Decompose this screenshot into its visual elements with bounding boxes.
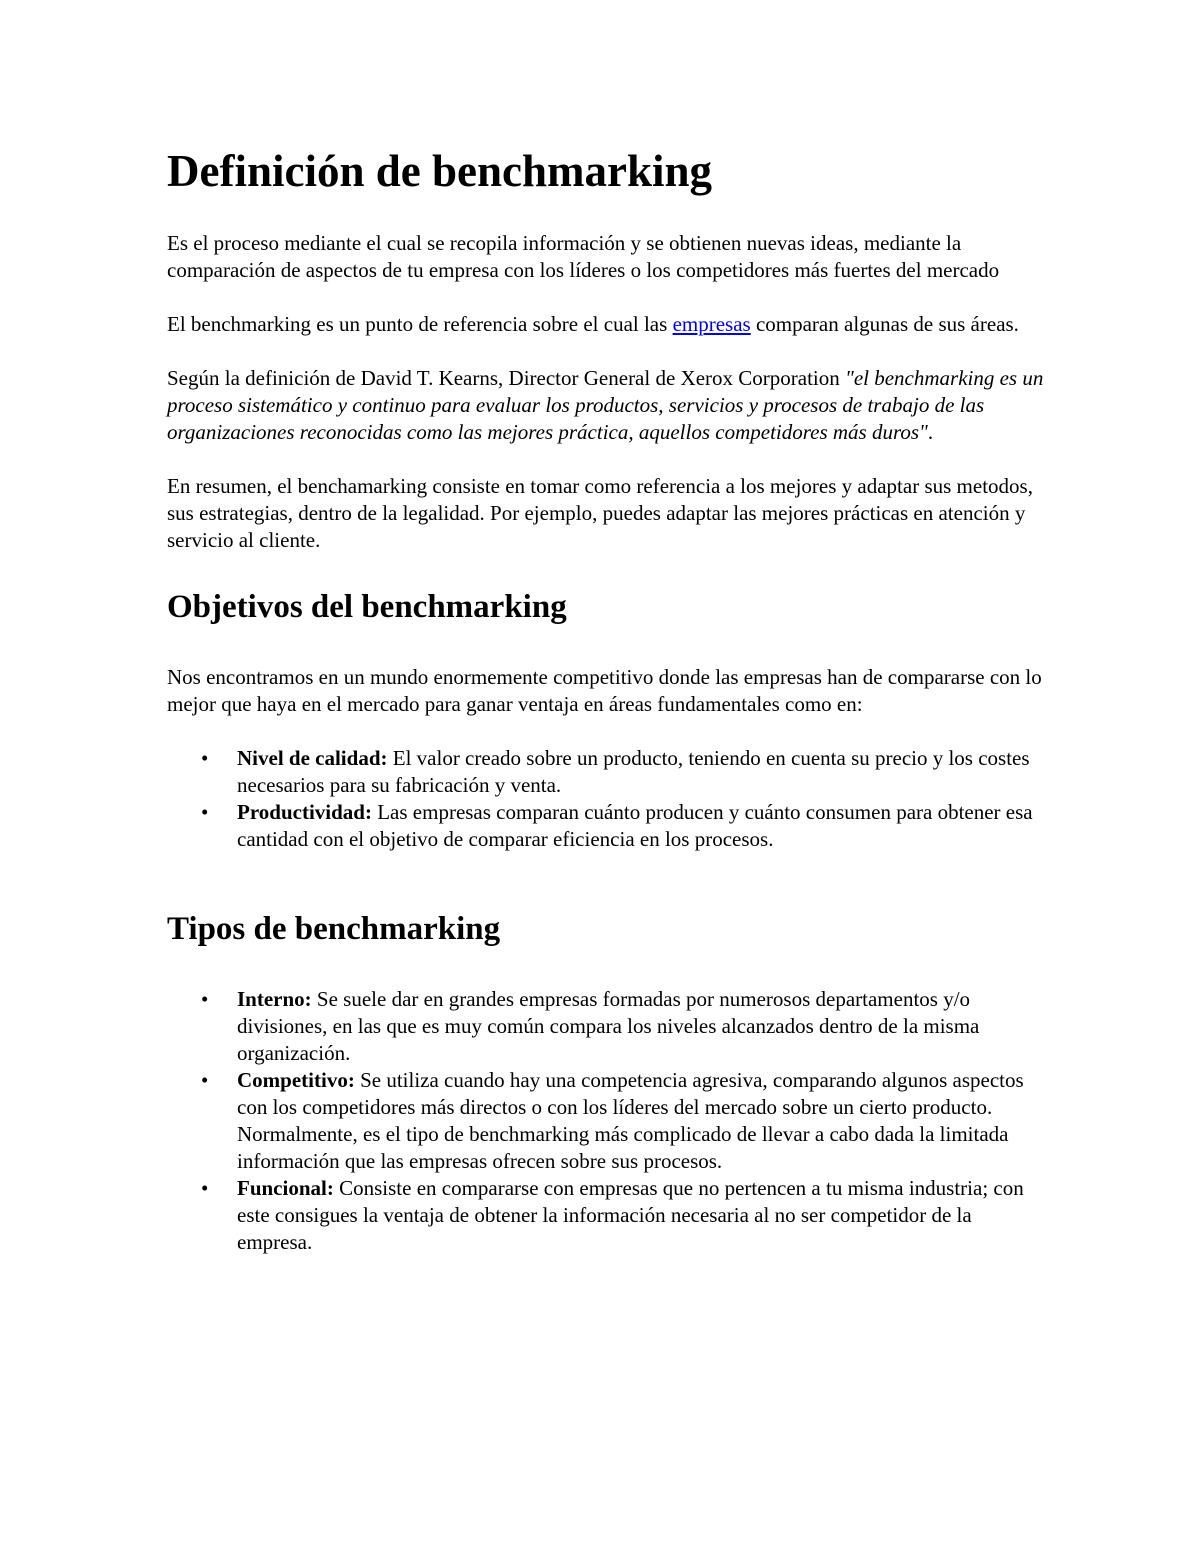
types-list [167, 986, 1047, 1256]
bullet-icon: • [201, 1176, 209, 1200]
bullet-icon: • [201, 987, 209, 1011]
objectives-list [167, 745, 1047, 853]
reference-text-after: comparan algunas de sus áreas. [750, 312, 1019, 336]
list-item [167, 1067, 1047, 1175]
kearns-paragraph [167, 365, 1047, 446]
list-item-term: Productividad: [237, 800, 372, 824]
list-item-text: El valor creado sobre un producto, teniendo en cuenta su precio y los costes necesarios para su fabricación y venta. [237, 746, 1030, 797]
kearns-text-after: . [927, 420, 934, 444]
list-item [167, 799, 1047, 853]
list-item-text: Consiste en compararse con empresas que no pertencen a tu misma industria; con este consigues la ventaja de obtener la información necesaria al no ser competidor de la empresa. [237, 1176, 1024, 1254]
list-item-text: Las empresas comparan cuánto producen y cuánto consumen para obtener esa cantidad con el objetivo de comparar eficiencia en los procesos. [237, 800, 1033, 851]
list-item-term: Interno: [237, 987, 312, 1011]
reference-paragraph [167, 311, 1047, 338]
list-item [167, 745, 1047, 799]
list-item-term: Competitivo: [237, 1068, 355, 1092]
kearns-quote: "el benchmarking es un proceso sistemático y continuo para evaluar los productos, servicios y procesos de trabajo de las organizaciones reconocidas como las mejores práctica, aquellos competidores más duros" [167, 366, 1044, 444]
list-item-text: Se suele dar en grandes empresas formadas por numerosos departamentos y/o divisiones, en las que es muy común compara los niveles alcanzados dentro de la misma organización. [237, 987, 980, 1065]
document-page [167, 142, 1047, 1256]
kearns-text-before: Según la definición de David T. Kearns, Director General de Xerox Corporation [167, 366, 845, 390]
objectives-heading: Objetivos del benchmarking [167, 589, 567, 625]
bullet-icon: • [201, 746, 209, 770]
empresas-link[interactable]: empresas [672, 312, 751, 336]
types-heading: Tipos de benchmarking [167, 911, 501, 947]
bullet-icon: • [201, 1068, 209, 1092]
objectives-intro: Nos encontramos en un mundo enormemente competitivo donde las empresas han de compararse con lo mejor que haya en el mercado para ganar ventaja en áreas fundamentales como en: [167, 665, 1042, 716]
intro-paragraph: Es el proceso mediante el cual se recopila información y se obtienen nuevas ideas, mediante la comparación de aspectos de tu empresa con los líderes o los competidores más fuertes del mercado [167, 231, 1000, 282]
list-item [167, 1175, 1047, 1256]
summary-paragraph: En resumen, el benchamarking consiste en tomar como referencia a los mejores y adaptar sus metodos, sus estrategias, dentro de la legalidad. Por ejemplo, puedes adaptar las mejores prácticas en atención y servicio al cliente. [167, 474, 1033, 552]
reference-text-before: El benchmarking es un punto de referencia sobre el cual las [167, 312, 673, 336]
list-item-term: Funcional: [237, 1176, 334, 1200]
bullet-icon: • [201, 800, 209, 824]
list-item-text: Se utiliza cuando hay una competencia agresiva, comparando algunos aspectos con los competidores más directos o con los líderes del mercado sobre un cierto producto. Normalmente, es el tipo de benchmarking más complicado de llevar a cabo dada la limitada información que las empresas ofrecen sobre sus procesos. [237, 1068, 1024, 1173]
list-item [167, 986, 1047, 1067]
page-title: Definición de benchmarking [167, 146, 713, 196]
list-item-term: Nivel de calidad: [237, 746, 388, 770]
